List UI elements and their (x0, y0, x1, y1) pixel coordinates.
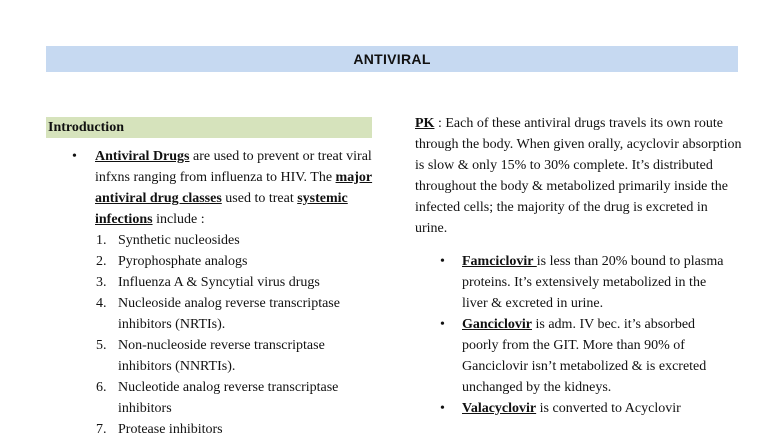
term-systemic-infections: systemic infections (95, 191, 348, 227)
list-item: 1. Synthetic nucleosides (96, 233, 240, 248)
intro-text-3: include : (152, 212, 205, 227)
list-item: • Ganciclovir is adm. IV bec. it’s absorbed poorly from the GIT. More than 90% of Ganciclovir isn’t metabolized & is excreted unchanged by the kidneys. (440, 317, 707, 395)
term-antiviral-drugs: Antiviral Drugs (95, 149, 190, 164)
drug-bullet-list (415, 251, 745, 419)
term-major-classes: major antiviral drug classes (95, 170, 373, 206)
list-item: 5. Non-nucleoside reverse transcriptase inhibitors (NNRTIs). (96, 338, 325, 374)
bullet-icon: • (440, 317, 445, 332)
term-famciclovir: Famciclovir (462, 254, 537, 269)
pk-text: : Each of these antiviral drugs travels its own route through the body. When given orally, acyclovir absorption is slow & only 15% to 30% complete. It’s distributed throughout the body & metabolized primarily inside the infected cells; the majority of the drug is excreted in urine. (415, 116, 742, 236)
pk-paragraph (415, 113, 743, 239)
bullet-icon: • (440, 401, 445, 416)
term-pk: PK (415, 116, 435, 131)
bullet-icon: • (440, 254, 445, 269)
bullet-icon: • (72, 149, 77, 164)
list-item: 4. Nucleoside analog reverse transcriptase inhibitors (NRTIs). (96, 296, 340, 332)
intro-bullet (46, 146, 375, 230)
list-item: • Valacyclovir is converted to Acyclovir (440, 401, 681, 416)
list-item: 6. Nucleotide analog reverse transcriptase inhibitors (96, 380, 339, 416)
list-item: 7. Protease inhibitors (96, 422, 223, 437)
term-valacyclovir: Valacyclovir (462, 401, 537, 416)
intro-text-1: are used to prevent or treat viral infxns ranging from influenza to HIV. The (95, 149, 372, 185)
term-ganciclovir: Ganciclovir (462, 317, 532, 332)
drug-class-list (46, 230, 372, 440)
list-item: • Famciclovir is less than 20% bound to plasma proteins. It’s extensively metabolized in the liver & excreted in urine. (440, 254, 724, 311)
right-column (415, 113, 745, 419)
section-heading-introduction: Introduction (46, 117, 372, 138)
left-column (46, 117, 372, 440)
list-item: 3. Influenza A & Syncytial virus drugs (96, 275, 320, 290)
intro-text-2: used to treat (221, 191, 298, 206)
page-title: ANTIVIRAL (46, 46, 738, 72)
list-item: 2. Pyrophosphate analogs (96, 254, 248, 269)
